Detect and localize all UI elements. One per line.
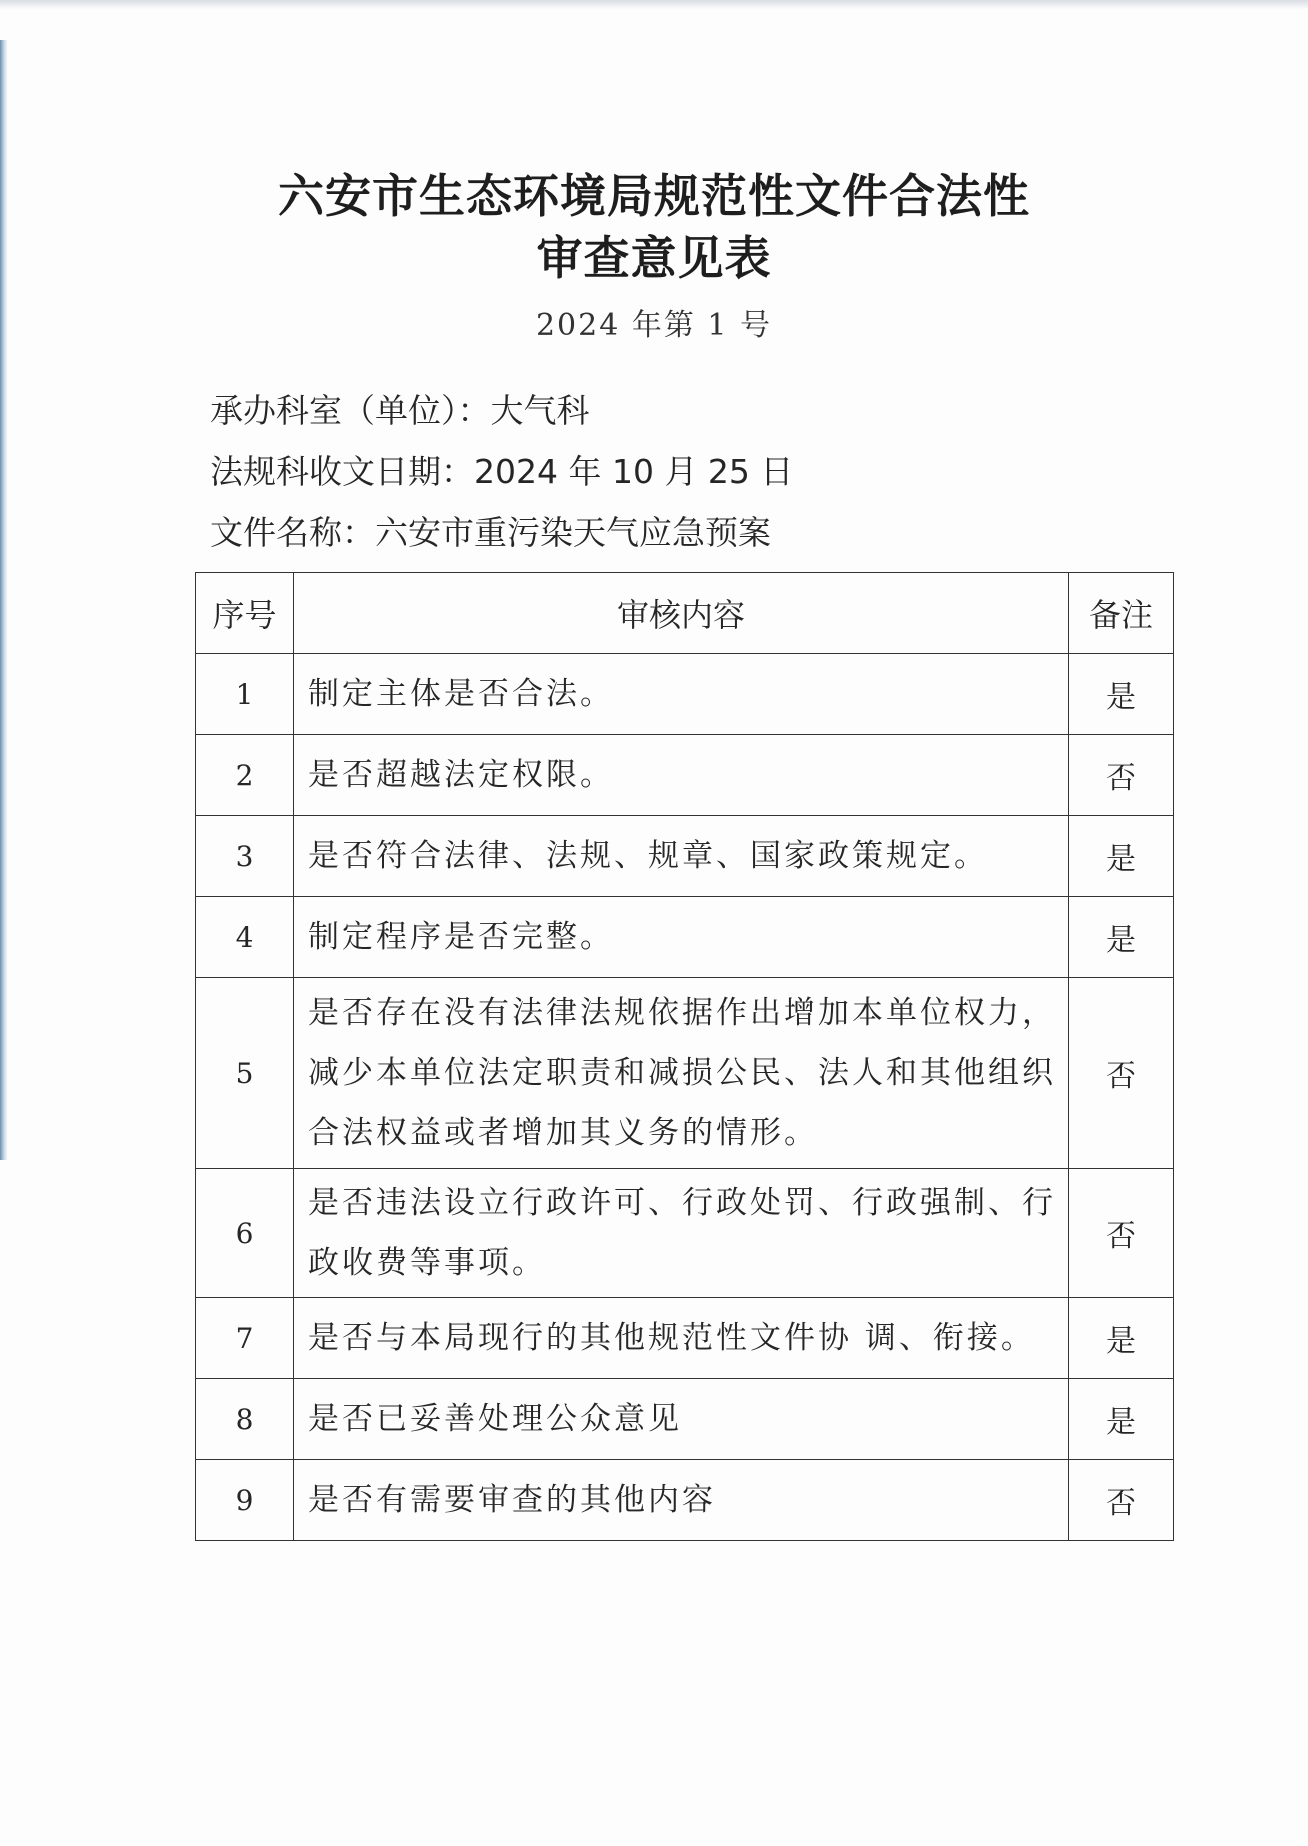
table-row — [196, 654, 1174, 735]
table-row — [196, 1379, 1174, 1460]
header-note: 备注 — [1069, 573, 1174, 654]
table-row — [196, 1169, 1174, 1298]
table-row — [196, 897, 1174, 978]
row-content: 制定主体是否合法。 — [294, 654, 1069, 735]
row-note: 否 — [1069, 978, 1174, 1169]
row-no: 5 — [196, 978, 294, 1169]
row-no: 1 — [196, 654, 294, 735]
table-row — [196, 735, 1174, 816]
row-no: 8 — [196, 1379, 294, 1460]
receipt-date-field: 法规科收文日期：2024 年 10 月 25 日 — [210, 452, 794, 491]
header-no: 序号 — [196, 573, 294, 654]
document-title-line2: 审查意见表 — [536, 231, 772, 285]
row-no: 4 — [196, 897, 294, 978]
row-content: 是否有需要审查的其他内容 — [294, 1460, 1069, 1541]
row-content: 是否违法设立行政许可、行政处罚、行政强制、行政收费等事项。 — [294, 1169, 1069, 1298]
row-note: 是 — [1069, 654, 1174, 735]
row-note: 否 — [1069, 735, 1174, 816]
review-table — [195, 572, 1174, 1541]
table-header-row — [196, 573, 1174, 654]
file-name-field: 文件名称：六安市重污染天气应急预案 — [210, 513, 771, 552]
row-no: 2 — [196, 735, 294, 816]
row-note: 否 — [1069, 1460, 1174, 1541]
table-row — [196, 1460, 1174, 1541]
row-no: 6 — [196, 1169, 294, 1298]
row-no: 9 — [196, 1460, 294, 1541]
row-content: 是否与本局现行的其他规范性文件协 调、衔接。 — [294, 1298, 1069, 1379]
row-content: 是否存在没有法律法规依据作出增加本单位权力，减少本单位法定职责和减损公民、法人和其他组织合法权益或者增加其义务的情形。 — [294, 978, 1069, 1169]
row-content: 是否已妥善处理公众意见 — [294, 1379, 1069, 1460]
row-note: 否 — [1069, 1169, 1174, 1298]
row-note: 是 — [1069, 1379, 1174, 1460]
row-note: 是 — [1069, 1298, 1174, 1379]
row-note: 是 — [1069, 816, 1174, 897]
table-row — [196, 978, 1174, 1169]
department-field: 承办科室（单位）：大气科 — [210, 391, 590, 430]
header-content: 审核内容 — [294, 573, 1069, 654]
document-title-line1: 六安市生态环境局规范性文件合法性 — [278, 169, 1030, 223]
row-content: 是否符合法律、法规、规章、国家政策规定。 — [294, 816, 1069, 897]
row-no: 3 — [196, 816, 294, 897]
document-number: 2024 年第 1 号 — [535, 308, 773, 343]
scan-edge-top — [0, 0, 1308, 10]
row-content: 是否超越法定权限。 — [294, 735, 1069, 816]
row-no: 7 — [196, 1298, 294, 1379]
row-note: 是 — [1069, 897, 1174, 978]
table-row — [196, 1298, 1174, 1379]
row-content: 制定程序是否完整。 — [294, 897, 1069, 978]
table-row — [196, 816, 1174, 897]
